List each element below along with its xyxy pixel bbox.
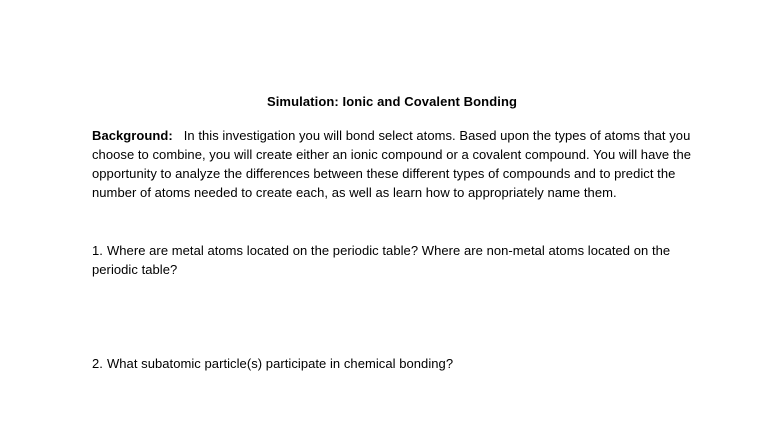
question-number: 1.	[92, 243, 103, 258]
background-text: In this investigation you will bond select atoms. Based upon the types of atoms that you choose to combine, you will create either an ionic compound or a covalent compound. You will have the opportunity to analyze the differences between these different types of compounds and to predict the number of atoms needed to create each, as well as learn how to appropriately name them.	[92, 128, 692, 200]
question-number: 2.	[92, 356, 103, 371]
background-paragraph	[92, 126, 702, 202]
background-label: Background:	[92, 128, 173, 143]
question-2	[92, 354, 702, 373]
question-text: Where are metal atoms located on the periodic table? Where are non-metal atoms located on the periodic table?	[92, 243, 671, 277]
document-title: Simulation: Ionic and Covalent Bonding	[266, 94, 518, 109]
question-text: What subatomic particle(s) participate in chemical bonding?	[106, 356, 454, 371]
question-1	[92, 241, 702, 279]
